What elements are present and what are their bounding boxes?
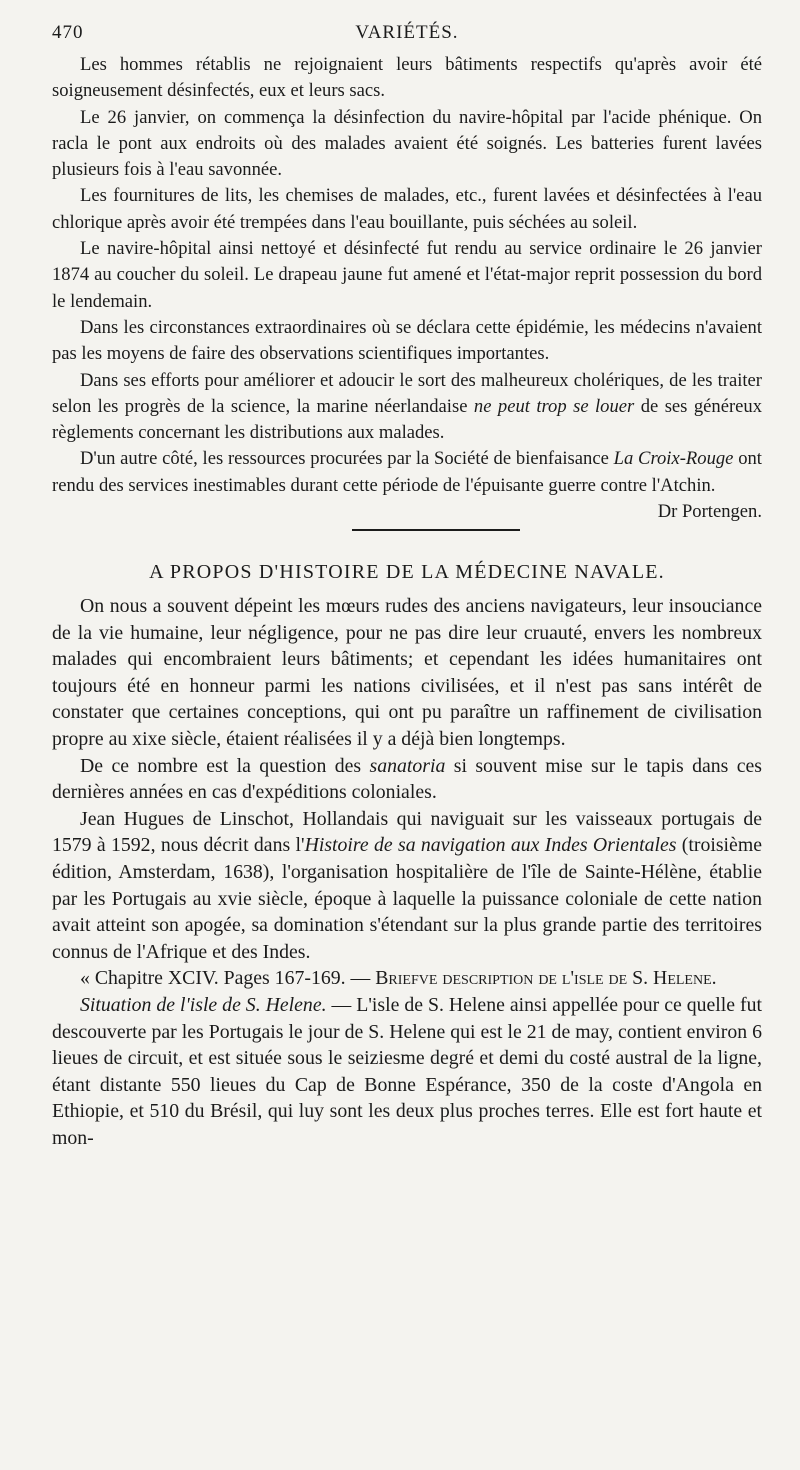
paragraph: Les fournitures de lits, les chemises de malades, etc., furent lavées et désinfectées à l'eau chlorique après avoir été trempées dans l'eau bouillante, puis séchées au soleil. [52, 185, 762, 233]
text-run: (troisième édition, Amsterdam, 1638), l'organisation hospitalière de l'île de Sainte-Hélène, établie par les Portugais au xvie siècle, époque à laquelle la puissance coloniale de cette nation avait atteint son apogée, sa domination s'étendant sur la plus grande partie des territoires connus de l'Afrique et des Indes. [52, 834, 762, 963]
text-run: Jean Hugues de Linschot, Hollandais qui naviguait sur les vaisseaux portugais de 1579 à 1592, nous décrit dans l' [52, 807, 762, 857]
text-run: de ses généreux règlements concernant les distributions aux malades. [52, 395, 762, 444]
article-part-one [52, 52, 762, 523]
text-run: De ce nombre est la question des [80, 754, 370, 777]
text-run: si souvent mise sur le tapis dans ces dernières années en cas d'expéditions coloniales. [52, 754, 762, 804]
paragraph [52, 446, 762, 523]
divider-line [352, 529, 520, 531]
italic-text: Histoire de sa navigation aux Indes Orientales [304, 834, 677, 857]
text-run: D'un autre côté, les ressources procurées par la Société de bienfaisance [80, 448, 614, 470]
paragraph: Les hommes rétablis ne rejoignaient leurs bâtiments respectifs qu'après avoir été soigneusement désinfectés, eux et leurs sacs. [52, 54, 762, 102]
paragraph [52, 368, 762, 447]
page-header [52, 22, 762, 52]
paragraph: On nous a souvent dépeint les mœurs rudes des anciens navigateurs, leur insouciance de la vie humaine, leur négligence, pour ne pas dire leur cruauté, envers les nombreux malades qui encombraient leurs bâtiments; et cependant les idées humanitaires ont toujours été en honneur parmi les nations civilisées, et il n'est pas sans intérêt de constater que certaines conceptions, qui ont pu paraître un raffinement de civilisation propre au xixe siècle, étaient réalisées il y a déjà bien longtemps. [52, 595, 762, 751]
text-run: — L'isle de S. Helene ainsi appellée pour ce quelle fut descouverte par les Portugais le jour de S. Helene qui est le 21 de may, contient environ 6 lieues de circuit, et est située sous le seiziesme degré et demi du costé austral de la ligne, étant distante 550 lieues du Cap de Bonne Espérance, 350 de la coste d'Angola en Ethiopie, et 510 du Brésil, qui luy sont les deux plus proches terres. Elle est fort haute et mon- [52, 993, 762, 1149]
italic-text: Situation de l'isle de S. Helene. [80, 993, 327, 1016]
paragraph [52, 753, 762, 806]
section-divider [52, 499, 762, 551]
small-caps-text: Briefve description de l'isle de S. Helene. [375, 967, 717, 990]
paragraph [52, 806, 762, 966]
text-run: ont rendu des services inestimables durant cette période de l'épuisante guerre contre l'Atchin. [52, 448, 762, 496]
page-number: 470 [52, 22, 84, 43]
article-part-two [52, 593, 762, 1151]
paragraph [52, 992, 762, 1152]
paragraph: Dans les circonstances extraordinaires où se déclara cette épidémie, les médecins n'avaient pas les moyens de faire des observations scientifiques importantes. [52, 316, 762, 365]
running-title: VARIÉTÉS. [355, 22, 459, 43]
italic-text: sanatoria [369, 754, 446, 777]
text-run: Dans ses efforts pour améliorer et adoucir le sort des malheureux cholériques, de les traiter selon les progrès de la science, la marine néerlandaise [52, 369, 762, 417]
chapter-heading [52, 965, 762, 992]
italic-text: La Croix-Rouge [613, 448, 734, 470]
author-signature: Dr Portengen. [657, 501, 762, 523]
section-title: A PROPOS D'HISTOIRE DE LA MÉDECINE NAVALE. [149, 561, 665, 584]
paragraph: Le navire-hôpital ainsi nettoyé et désinfecté fut rendu au service ordinaire le 26 janvier 1874 au coucher du soleil. Le drapeau jaune fut amené et l'état-major reprit possession du bord le lendemain. [52, 238, 762, 312]
text-run: « Chapitre XCIV. Pages 167-169. — [80, 967, 376, 990]
paragraph: Le 26 janvier, on commença la désinfection du navire-hôpital par l'acide phénique. On racla le pont aux endroits où des malades avaient été soignés. Les batteries furent lavées plusieurs fois à l'eau savonnée. [52, 106, 762, 181]
italic-text: ne peut trop se louer [473, 395, 635, 417]
